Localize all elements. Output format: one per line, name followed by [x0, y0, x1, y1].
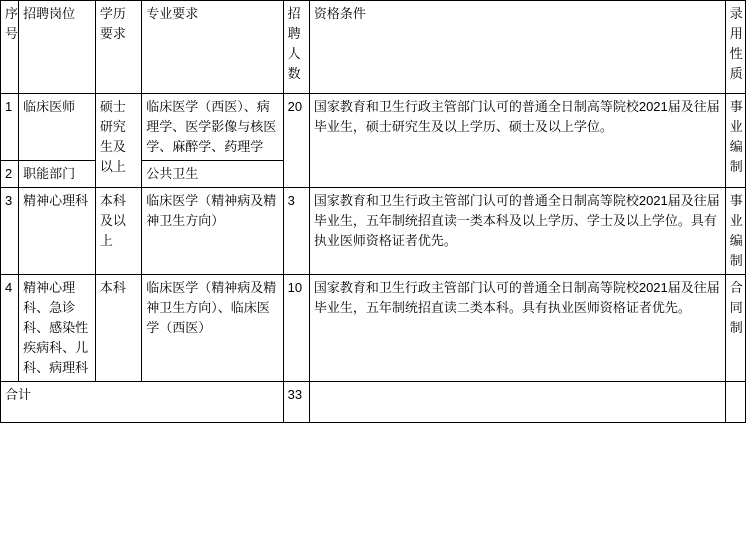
header-conditions: 资格条件 — [309, 1, 725, 94]
cell-major: 临床医学（西医）、病理学、医学影像与核医学、麻醉学、药理学 — [142, 94, 283, 161]
header-post: 招聘岗位 — [19, 1, 96, 94]
cell-seq: 2 — [1, 161, 19, 188]
cell-major: 临床医学（精神病及精神卫生方向）、临床医学（西医） — [142, 275, 283, 382]
cell-conditions: 国家教育和卫生行政主管部门认可的普通全日制高等院校2021届及往届毕业生，硕士研究生及以上学历、硕士及以上学位。 — [309, 94, 725, 188]
cell-number: 20 — [283, 94, 309, 188]
cell-seq: 1 — [1, 94, 19, 161]
total-label: 合计 — [1, 382, 284, 423]
cell-seq: 3 — [1, 188, 19, 275]
header-nature: 录用性质 — [725, 1, 745, 94]
table-total-row — [1, 382, 746, 423]
cell-nature: 事业编制 — [725, 94, 745, 188]
cell-major: 公共卫生 — [142, 161, 283, 188]
cell-nature: 事业编制 — [725, 188, 745, 275]
cell-post: 精神心理科、急诊科、感染性疾病科、儿科、病理科 — [19, 275, 96, 382]
header-seq: 序号 — [1, 1, 19, 94]
cell-education: 硕士研究生及以上 — [95, 94, 141, 188]
cell-post: 精神心理科 — [19, 188, 96, 275]
table-row — [1, 94, 746, 161]
header-number: 招聘人数 — [283, 1, 309, 94]
cell-major: 临床医学（精神病及精神卫生方向） — [142, 188, 283, 275]
total-number: 33 — [283, 382, 309, 423]
total-conditions-empty — [309, 382, 725, 423]
cell-number: 10 — [283, 275, 309, 382]
cell-conditions: 国家教育和卫生行政主管部门认可的普通全日制高等院校2021届及往届毕业生，五年制统招直读一类本科及以上学历、学士及以上学位。具有执业医师资格证者优先。 — [309, 188, 725, 275]
table-row — [1, 188, 746, 275]
cell-conditions: 国家教育和卫生行政主管部门认可的普通全日制高等院校2021届及往届毕业生，五年制统招直读二类本科。具有执业医师资格证者优先。 — [309, 275, 725, 382]
header-major: 专业要求 — [142, 1, 283, 94]
header-education: 学历要求 — [95, 1, 141, 94]
cell-education: 本科及以上 — [95, 188, 141, 275]
cell-seq: 4 — [1, 275, 19, 382]
cell-post: 职能部门 — [19, 161, 96, 188]
cell-number: 3 — [283, 188, 309, 275]
cell-nature: 合同制 — [725, 275, 745, 382]
total-nature-empty — [725, 382, 745, 423]
table-header-row — [1, 1, 746, 94]
cell-post: 临床医师 — [19, 94, 96, 161]
cell-education: 本科 — [95, 275, 141, 382]
table-row — [1, 275, 746, 382]
